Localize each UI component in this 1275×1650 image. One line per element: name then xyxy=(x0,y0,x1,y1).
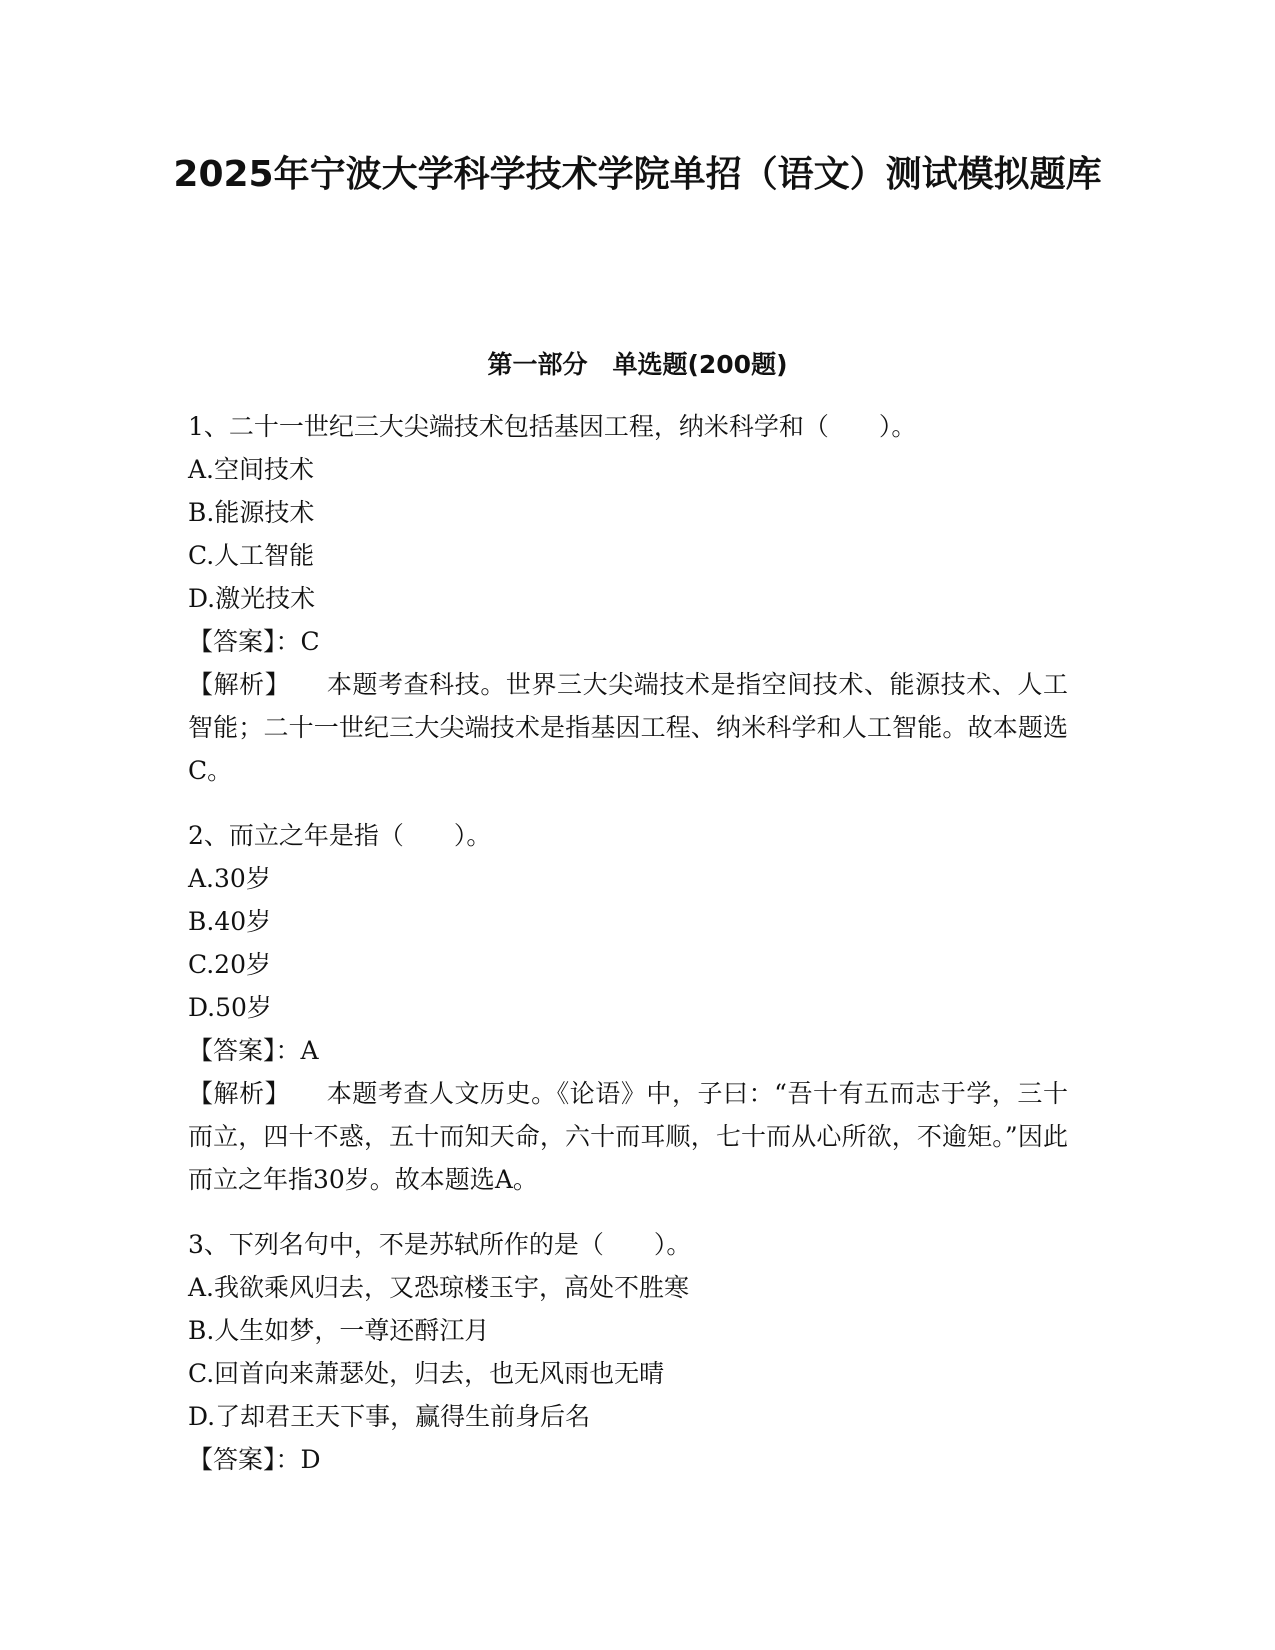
question-stem: 2、而立之年是指（ ）。 xyxy=(188,821,492,850)
section-heading: 第一部分 单选题(200题) xyxy=(487,350,788,379)
option-d: D.了却君王天下事，赢得生前身后名 xyxy=(188,1402,591,1431)
option-b: B.40岁 xyxy=(188,907,272,936)
option-d: D.激光技术 xyxy=(188,584,316,613)
document-title: 2025年宁波大学科学技术学院单招（语文）测试模拟题库 xyxy=(173,154,1102,195)
analysis-text: 本题考查人文历史。《论语》中，子曰：“吾十有五而志于学，三十而立，四十不惑，五十而知天命，六十而耳顺，七十而从心所欲，不逾矩。”因此而立之年指30岁。故本题选A。 xyxy=(188,1079,1068,1194)
analysis-text: 本题考查科技。世界三大尖端技术是指空间技术、能源技术、人工智能；二十一世纪三大尖端技术是指基因工程、纳米科学和人工智能。故本题选C。 xyxy=(188,670,1068,785)
analysis-label: 【解析】 xyxy=(188,670,291,699)
question-stem: 1、二十一世纪三大尖端技术包括基因工程，纳米科学和（ ）。 xyxy=(188,412,917,441)
option-c: C.人工智能 xyxy=(188,541,315,570)
option-c: C.20岁 xyxy=(188,950,271,979)
option-a: A.空间技术 xyxy=(188,455,315,484)
answer-value: A xyxy=(300,1036,319,1065)
answer-line xyxy=(188,620,1068,663)
option-a: A.我欲乘风归去，又恐琼楼玉宇，高处不胜寒 xyxy=(188,1273,690,1302)
answer-label: 【答案】： xyxy=(188,627,301,656)
answer-label: 【答案】： xyxy=(188,1036,301,1065)
answer-label: 【答案】： xyxy=(188,1445,301,1474)
question-1 xyxy=(188,405,1068,792)
question-2 xyxy=(188,814,1068,1201)
answer-value: D xyxy=(300,1445,321,1474)
answer-value: C xyxy=(300,627,320,656)
answer-line xyxy=(188,1029,1068,1072)
analysis-paragraph xyxy=(188,1072,1068,1201)
answer-line xyxy=(188,1438,1068,1481)
option-c: C.回首向来萧瑟处，归去，也无风雨也无晴 xyxy=(188,1359,665,1388)
analysis-label: 【解析】 xyxy=(188,1079,291,1108)
analysis-paragraph xyxy=(188,663,1068,792)
question-list xyxy=(188,405,1068,1503)
question-stem: 3、下列名句中，不是苏轼所作的是（ ）。 xyxy=(188,1230,692,1259)
question-3 xyxy=(188,1223,1068,1481)
option-b: B.人生如梦，一尊还酹江月 xyxy=(188,1316,490,1345)
option-b: B.能源技术 xyxy=(188,498,315,527)
option-a: A.30岁 xyxy=(188,864,271,893)
option-d: D.50岁 xyxy=(188,993,272,1022)
